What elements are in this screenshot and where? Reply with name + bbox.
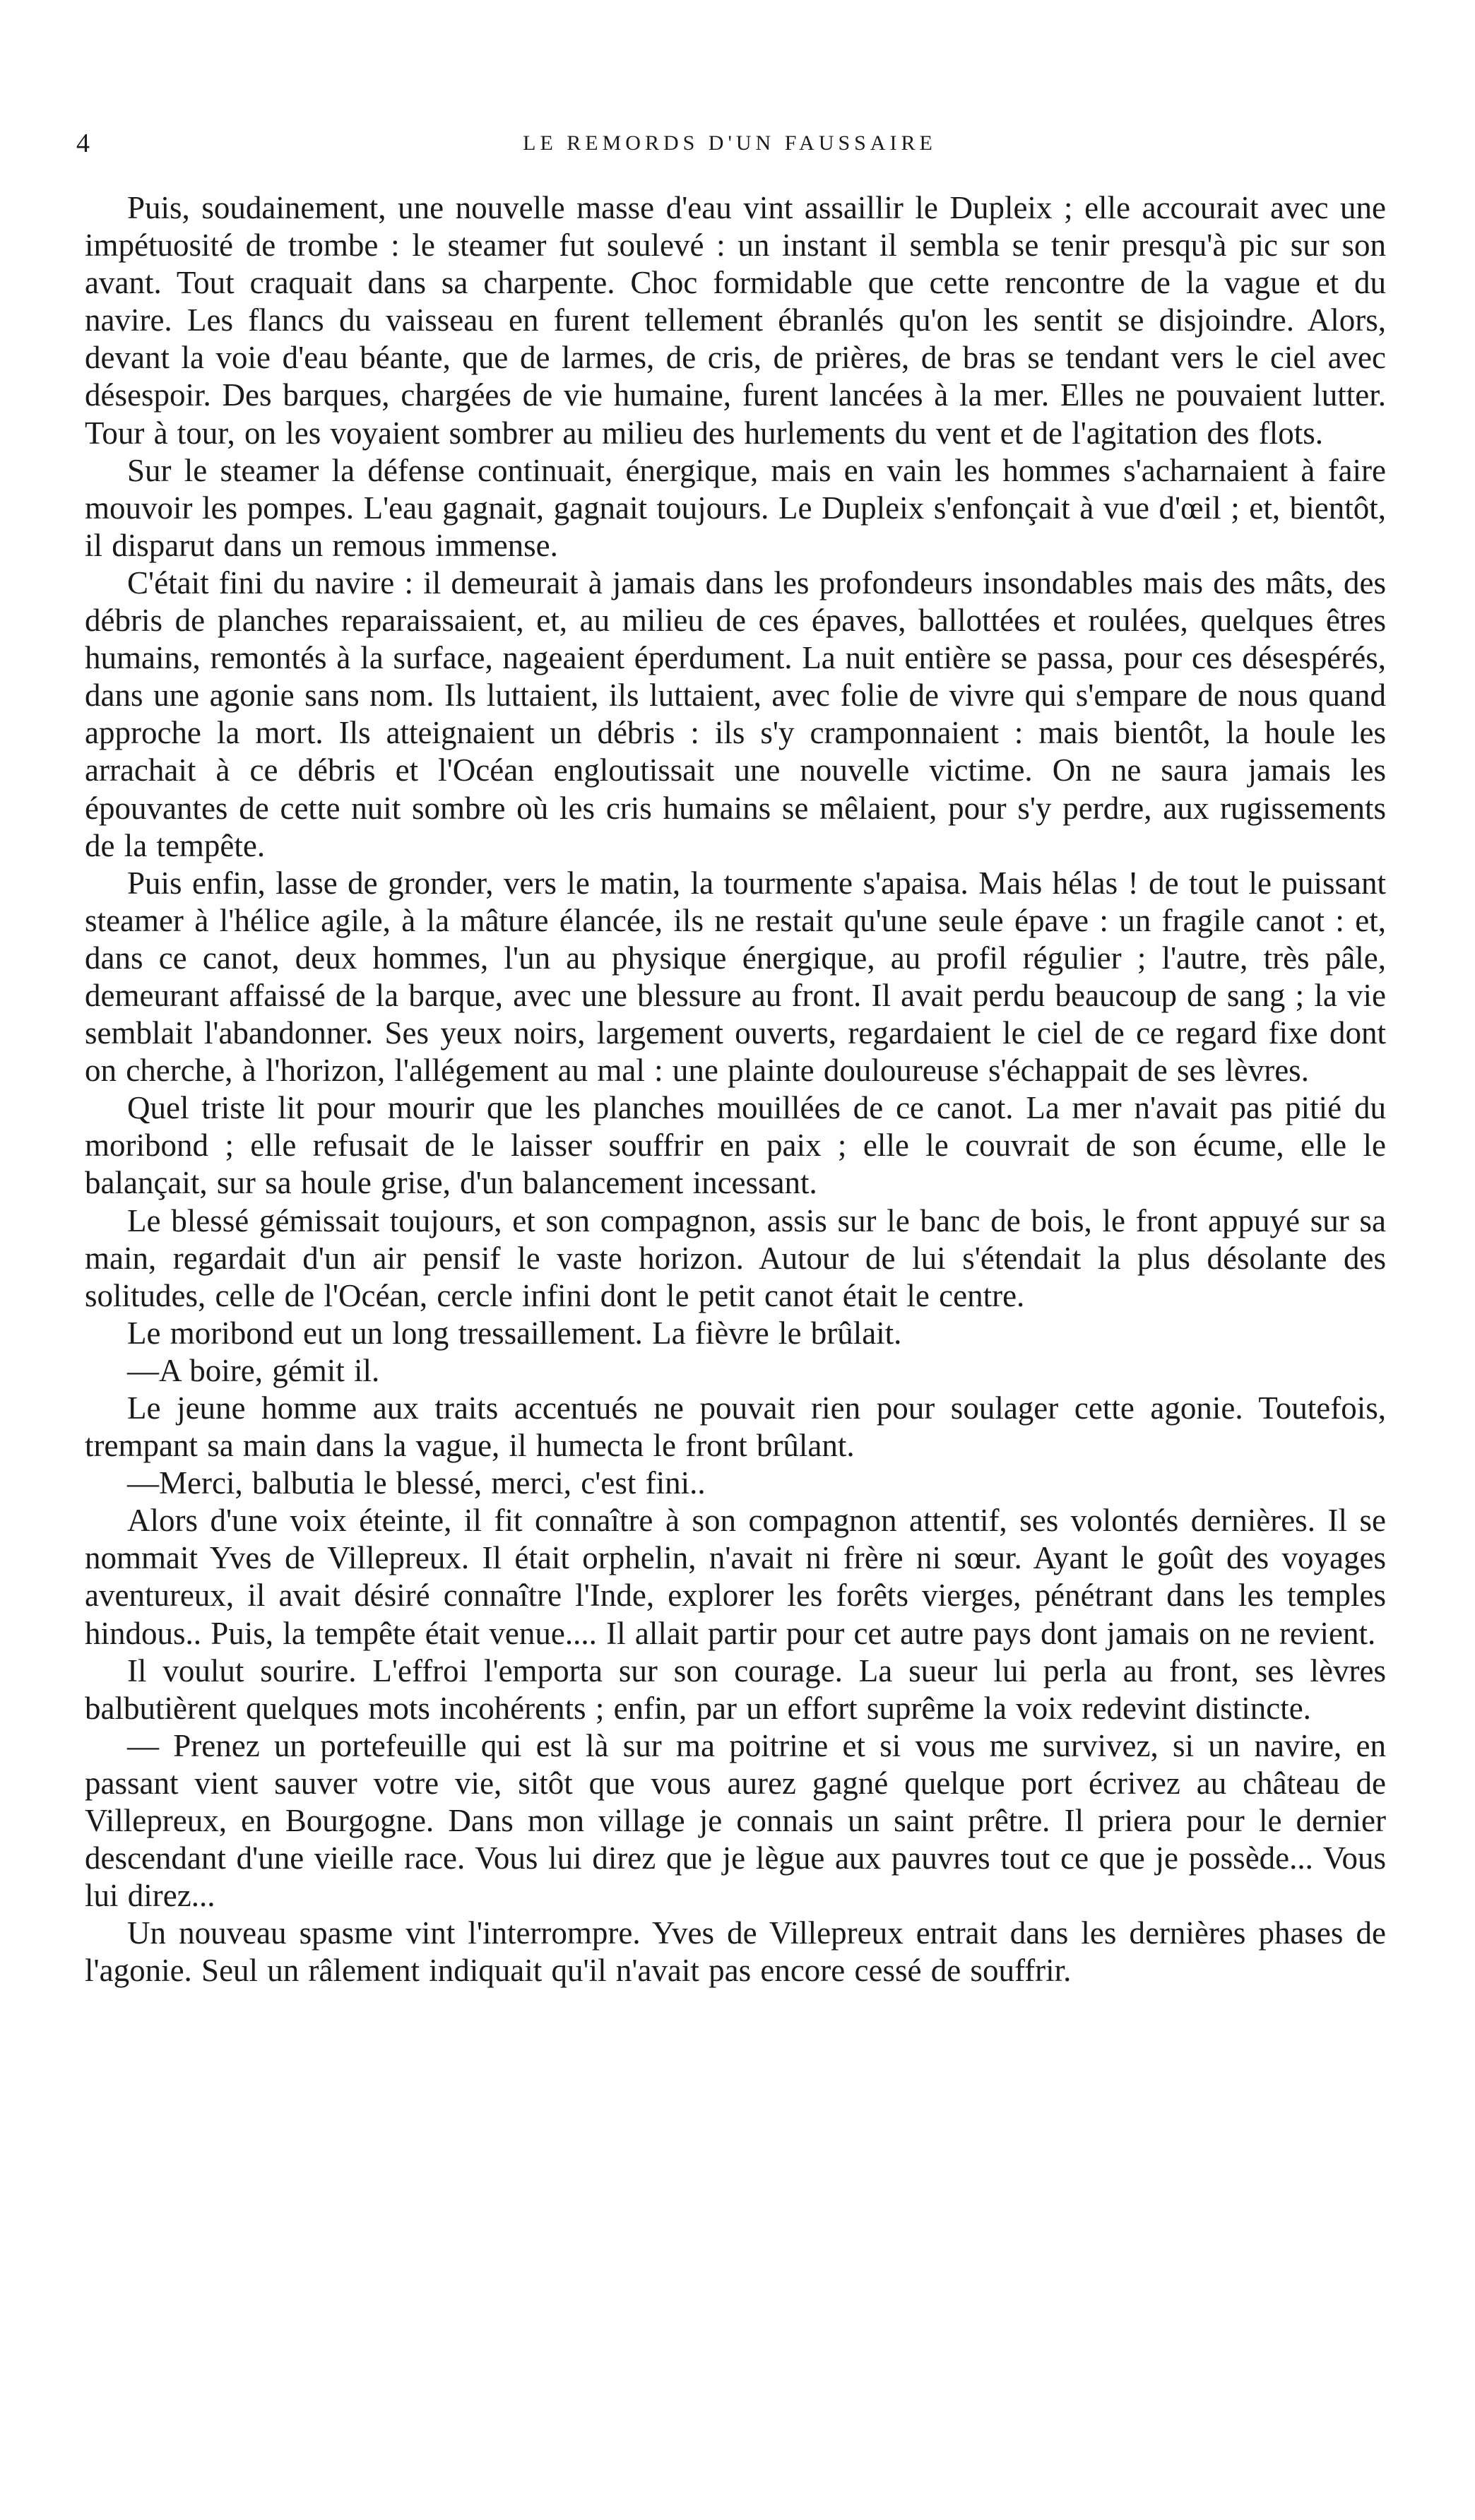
paragraph: Le jeune homme aux traits accentués ne pouvait rien pour soulager cette agonie. Toutefois, trempant sa main dans la vague, il humecta le front brûlant. — [85, 1390, 1386, 1464]
paragraph: Puis enfin, lasse de gronder, vers le matin, la tourmente s'apaisa. Mais hélas ! de tout le puissant steamer à l'hélice agile, à la mâture élancée, ils ne restait qu'une seule épave : un fragile canot : et, dans ce canot, deux hommes, l'un au physique énergique, au profil régulier ; l'autre, très pâle, demeurant affaissé de la barque, avec une blessure au front. Il avait perdu beaucoup de sang ; la vie semblait l'abandonner. Ses yeux noirs, largement ouverts, regardaient le ciel de ce regard fixe dont on cherche, à l'horizon, l'allégement au mal : une plainte douloureuse s'échappait de ses lèvres. — [85, 865, 1386, 1089]
running-title: LE REMORDS D'UN FAUSSAIRE — [523, 131, 937, 155]
paragraph: Le blessé gémissait toujours, et son compagnon, assis sur le banc de bois, le front appuyé sur sa main, regardait d'un air pensif le vaste horizon. Autour de lui s'étendait la plus désolante des solitudes, celle de l'Océan, cercle infini dont le petit canot était le centre. — [85, 1202, 1386, 1313]
paragraph: Puis, soudainement, une nouvelle masse d'eau vint assaillir le Dupleix ; elle accourait avec une impétuosité de trombe : le steamer fut soulevé : un instant il sembla se tenir presqu'à pic sur son avant. Tout craquait dans sa charpente. Choc formidable que cette rencontre de la vague et du navire. Les flancs du vaisseau en furent tellement ébranlés qu'on les sentit se disjoindre. Alors, devant la voie d'eau béante, que de larmes, de cris, de prières, de bras se tendant vers le ciel avec désespoir. Des barques, chargées de vie humaine, furent lancées à la mer. Elles ne pouvaient lutter. Tour à tour, on les voyaient sombrer au milieu des hurlements du vent et de l'agitation des flots. — [85, 190, 1386, 451]
paragraph: —A boire, gémit il. — [127, 1352, 380, 1388]
page-number: 4 — [76, 129, 90, 158]
paragraph: Quel triste lit pour mourir que les planches mouillées de ce canot. La mer n'avait pas pitié du moribond ; elle refusait de le laisser souffrir en paix ; elle le couvrait de son écume, elle le balançait, sur sa houle grise, d'un balancement incessant. — [85, 1090, 1386, 1201]
paragraph: —Merci, balbutia le blessé, merci, c'est fini.. — [127, 1465, 706, 1501]
paragraph: C'était fini du navire : il demeurait à jamais dans les profondeurs insondables mais des mâts, des débris de planches reparaissaient, et, au milieu de ces épaves, ballottées et roulées, quelques êtres humains, remontés à la surface, nageaient éperdument. La nuit entière se passa, pour ces désespérés, dans une agonie sans nom. Ils luttaient, ils luttaient, avec folie de vivre qui s'empare de nous quand approche la mort. Ils atteignaient un débris : ils s'y cramponnaient : mais bientôt, la houle les arrachait à ce débris et l'Océan engloutissait une nouvelle victime. On ne saura jamais les épouvantes de cette nuit sombre où les cris humains se mêlaient, pour s'y perdre, aux rugissements de la tempête. — [85, 564, 1386, 863]
paragraph: Le moribond eut un long tressaillement. La fièvre le brûlait. — [127, 1315, 902, 1351]
paragraph: Sur le steamer la défense continuait, énergique, mais en vain les hommes s'acharnaient à faire mouvoir les pompes. L'eau gagnait, gagnait toujours. Le Dupleix s'enfonçait à vue d'œil ; et, bientôt, il disparut dans un remous immense. — [85, 452, 1386, 563]
page-header — [76, 126, 1383, 161]
paragraph: Un nouveau spasme vint l'interrompre. Yves de Villepreux entrait dans les dernières phases de l'agonie. Seul un râlement indiquait qu'il n'avait pas encore cessé de souffrir. — [85, 1915, 1386, 1989]
paragraph: Alors d'une voix éteinte, il fit connaître à son compagnon attentif, ses volontés dernières. Il se nommait Yves de Villepreux. Il était orphelin, n'avait ni frère ni sœur. Ayant le goût des voyages aventureux, il avait désiré connaître l'Inde, explorer les forêts vierges, pénétrant dans les temples hindous.. Puis, la tempête était venue.... Il allait partir pour cet autre pays dont jamais on ne revient. — [85, 1503, 1386, 1651]
body-text — [85, 189, 1386, 1990]
paragraph: Il voulut sourire. L'effroi l'emporta sur son courage. La sueur lui perla au front, ses lèvres balbutièrent quelques mots incohérents ; enfin, par un effort suprême la voix redevint distincte. — [85, 1652, 1386, 1726]
paragraph: — Prenez un portefeuille qui est là sur ma poitrine et si vous me survivez, si un navire, en passant vient sauver votre vie, sitôt que vous aurez gagné quelque port écrivez au château de Villepreux, en Bourgogne. Dans mon village je connais un saint prêtre. Il priera pour le dernier descendant d'une vieille race. Vous lui direz que je lègue aux pauvres tout ce que je possède... Vous lui direz... — [85, 1727, 1386, 1914]
